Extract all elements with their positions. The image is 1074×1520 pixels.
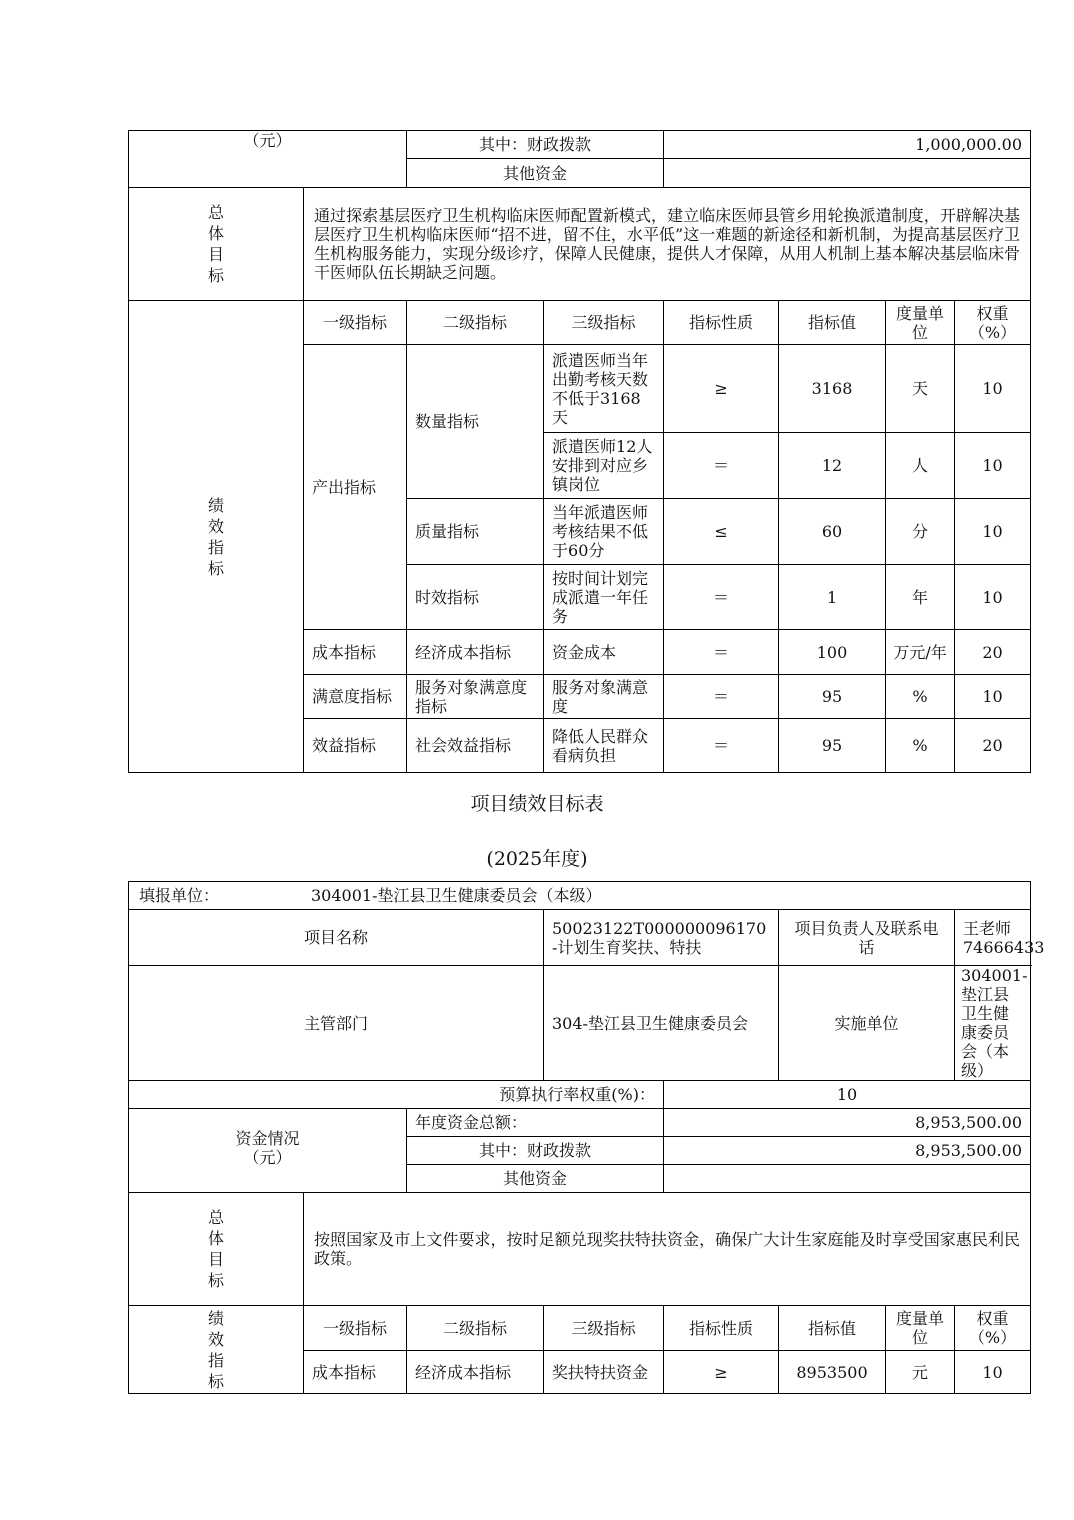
level2-cell: 经济成本指标	[407, 1351, 544, 1394]
annual-funds-value: 8,953,500.00	[664, 1109, 1031, 1137]
value-cell: 12	[779, 433, 886, 499]
header-level2: 二级指标	[407, 1306, 544, 1351]
weight-cell: 10	[955, 345, 1031, 433]
nature-cell: ≤	[664, 499, 779, 565]
header-level2: 二级指标	[407, 301, 544, 345]
unit-cell: 万元/年	[886, 630, 955, 675]
unit-cell: %	[886, 719, 955, 773]
contact-label: 项目负责人及联系电话	[779, 910, 955, 966]
unit-cell: 元	[886, 1351, 955, 1394]
level2-cell: 经济成本指标	[407, 630, 544, 675]
contact-value	[955, 910, 1045, 966]
weight-cell: 20	[955, 630, 1031, 675]
level1-cell: 产出指标	[304, 345, 407, 630]
level2-cell: 时效指标	[407, 565, 544, 630]
level3-cell: 服务对象满意度	[544, 675, 664, 719]
level3-cell: 降低人民群众看病负担	[544, 719, 664, 773]
level1-cell: 满意度指标	[304, 675, 407, 719]
section-year: (2025年度)	[486, 848, 588, 870]
level2-cell: 质量指标	[407, 499, 544, 565]
overall-goal-text: 通过探索基层医疗卫生机构临床医师配置新模式，建立临床医师县管乡用轮换派遣制度，开辟解决基层医疗卫生机构临床医师“招不进，留不住，水平低”这一难题的新途径和新机制，为提高基层医疗卫生机构服务能力，实现分级诊疗，保障人民健康，提供人才保障，从用人机制上基本解决基层临床骨干医师队伍长期缺乏问题。	[304, 188, 1031, 301]
weight-cell: 10	[955, 433, 1031, 499]
nature-cell: ＝	[664, 433, 779, 499]
weight-cell: 10	[955, 675, 1031, 719]
unit-cell: 天	[886, 345, 955, 433]
unit-cell: 年	[886, 565, 955, 630]
overall-goal-label: 总 体 目 标	[129, 188, 304, 301]
nature-cell: ＝	[664, 719, 779, 773]
other-funds-label: 其他资金	[407, 159, 664, 188]
impl-unit-label: 实施单位	[779, 966, 955, 1081]
section-title: 项目绩效目标表	[470, 793, 604, 815]
nature-cell: ＝	[664, 675, 779, 719]
value-cell: 8953500	[779, 1351, 886, 1394]
overall-goal-label: 总 体 目 标	[129, 1193, 304, 1306]
filler-unit-label: 填报单位：	[139, 886, 220, 905]
perf-indicator-label: 绩 效 指 标	[129, 1306, 304, 1394]
contact-name: 王老师	[963, 918, 1012, 938]
fiscal-value: 8,953,500.00	[664, 1137, 1031, 1165]
header-nature: 指标性质	[664, 1306, 779, 1351]
performance-table-2	[128, 881, 1045, 1394]
level2-cell: 社会效益指标	[407, 719, 544, 773]
performance-table-1	[128, 130, 1031, 773]
other-funds-value	[664, 1165, 1031, 1193]
level3-cell: 派遣医师当年出勤考核天数不低于3168天	[544, 345, 664, 433]
weight-cell: 10	[955, 499, 1031, 565]
header-value: 指标值	[779, 301, 886, 345]
header-unit: 度量单位	[886, 301, 955, 345]
header-level3: 三级指标	[544, 301, 664, 345]
level2-cell: 服务对象满意度指标	[407, 675, 544, 719]
header-value: 指标值	[779, 1306, 886, 1351]
overall-goal-text: 按照国家及市上文件要求，按时足额兑现奖扶特扶资金，确保广大计生家庭能及时享受国家惠民利民政策。	[304, 1193, 1031, 1306]
header-level1: 一级指标	[304, 301, 407, 345]
header-unit: 度量单位	[886, 1306, 955, 1351]
project-name-value: 50023122T000000096170-计划生育奖扶、特扶	[544, 910, 779, 966]
weight-cell: 10	[955, 565, 1031, 630]
nature-cell: ≥	[664, 1351, 779, 1394]
unit-cell: 人	[886, 433, 955, 499]
header-weight: 权重（%）	[955, 1306, 1031, 1351]
impl-unit-value: 304001-垫江县卫生健康委员会（本级）	[955, 966, 1031, 1081]
level1-cell: 效益指标	[304, 719, 407, 773]
fund-situation-label: 资金情况 （元）	[129, 1109, 407, 1193]
level3-cell: 按时间计划完成派遣一年任务	[544, 565, 664, 630]
fiscal-label: 其中：财政拨款	[407, 131, 664, 159]
project-name-label: 项目名称	[129, 910, 544, 966]
value-cell: 100	[779, 630, 886, 675]
weight-cell: 10	[955, 1351, 1031, 1394]
fiscal-value: 1,000,000.00	[664, 131, 1031, 159]
perf-indicator-label: 绩 效 指 标	[129, 301, 304, 773]
filler-unit-row	[129, 882, 1031, 910]
value-cell: 3168	[779, 345, 886, 433]
value-cell: 95	[779, 675, 886, 719]
contact-phone: 74666433	[963, 937, 1045, 957]
fiscal-label: 其中：财政拨款	[407, 1137, 664, 1165]
value-cell: 60	[779, 499, 886, 565]
level1-cell: 成本指标	[304, 1351, 407, 1394]
budget-rate-label: 预算执行率权重(%)：	[129, 1081, 664, 1109]
level1-cell: 成本指标	[304, 630, 407, 675]
header-level1: 一级指标	[304, 1306, 407, 1351]
fund-unit-label: （元）	[129, 131, 407, 188]
budget-rate-value: 10	[664, 1081, 1031, 1109]
level3-cell: 派遣医师12人安排到对应乡镇岗位	[544, 433, 664, 499]
header-nature: 指标性质	[664, 301, 779, 345]
weight-cell: 20	[955, 719, 1031, 773]
filler-unit-value: 304001-垫江县卫生健康委员会（本级）	[311, 886, 602, 905]
level3-cell: 奖扶特扶资金	[544, 1351, 664, 1394]
level2-cell: 数量指标	[407, 345, 544, 499]
nature-cell: ＝	[664, 565, 779, 630]
header-weight: 权重（%）	[955, 301, 1031, 345]
nature-cell: ＝	[664, 630, 779, 675]
value-cell: 95	[779, 719, 886, 773]
level3-cell: 当年派遣医师考核结果不低于60分	[544, 499, 664, 565]
unit-cell: 分	[886, 499, 955, 565]
other-funds-label: 其他资金	[407, 1165, 664, 1193]
header-level3: 三级指标	[544, 1306, 664, 1351]
annual-funds-label: 年度资金总额：	[407, 1109, 664, 1137]
dept-value: 304-垫江县卫生健康委员会	[544, 966, 779, 1081]
other-funds-value	[664, 159, 1031, 188]
dept-label: 主管部门	[129, 966, 544, 1081]
value-cell: 1	[779, 565, 886, 630]
level3-cell: 资金成本	[544, 630, 664, 675]
unit-cell: %	[886, 675, 955, 719]
nature-cell: ≥	[664, 345, 779, 433]
